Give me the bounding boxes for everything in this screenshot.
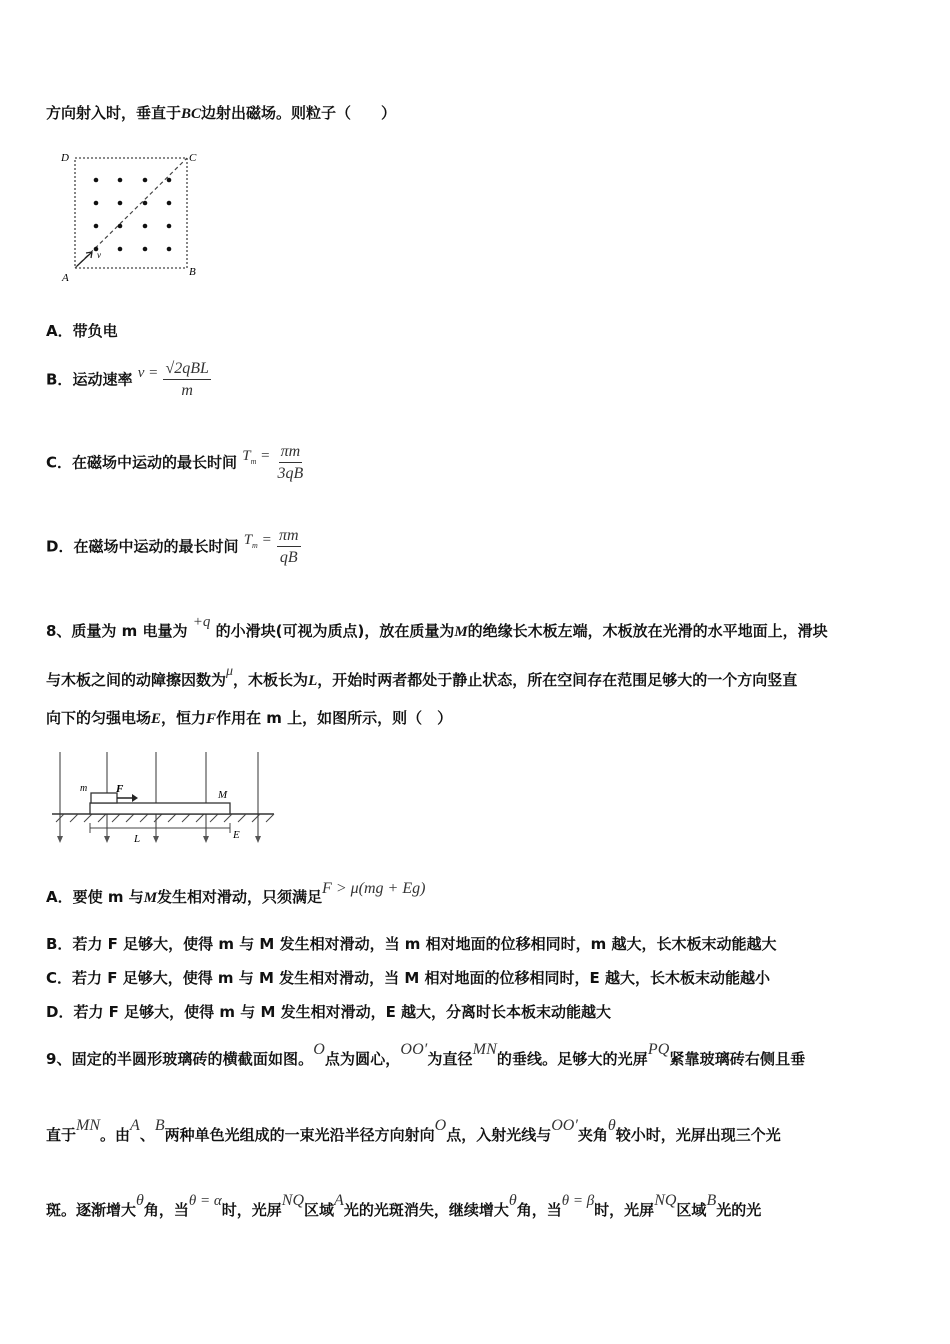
q9-symbol-nq: NQ [281,1192,305,1209]
q9-symbol-pq: PQ [647,1041,670,1058]
q8-text: ，木板长为 [233,671,309,689]
q9-symbol-theta: θ [508,1192,517,1209]
formula-lhs [242,448,270,464]
label-b: B [189,266,196,278]
q8-text: 向下的匀强电场 [46,709,152,727]
formula-lhs: v = [137,364,159,381]
fraction-denominator: qB [279,549,298,566]
q8-text: 的绝缘长木板左端，木板放在光滑的水平地面上，滑块 [467,622,828,640]
velocity-arrow [77,252,92,266]
label-e: E [233,829,240,841]
q8-option-c [46,967,770,988]
q7-option-c [46,443,305,483]
option-text: 运动速率 [72,370,133,389]
q9-symbol-mn: MN [76,1117,101,1134]
q9-text: 夹角 [577,1126,608,1144]
q9-text: 点，入射光线与 [446,1126,552,1144]
q8-stem-line-3 [46,707,452,728]
q8-charge: +q [192,614,211,630]
q9-text: 9、固定的半圆形玻璃砖的横截面如图。 [46,1050,314,1068]
formula-fraction [163,360,210,400]
q9-symbol-theta-alpha: θ = α [188,1193,222,1209]
q7-option-d [46,527,301,567]
option-text: 在磁场中运动的最长时间 [73,537,239,556]
q9-stem-line-3 [46,1192,762,1220]
q9-symbol-theta: θ [136,1192,144,1209]
q8-length-l: L [308,673,318,689]
q9-stem-line-1 [46,1041,806,1069]
q9-symbol-o: O [434,1117,447,1134]
q8-mass-m: M [454,624,468,640]
q8-field-e: E [151,711,162,727]
q9-symbol-oo: OO′ [551,1117,578,1134]
equals-sign: = [261,531,272,548]
option-letter: C． [46,453,73,472]
q9-text: 。由 [100,1126,131,1144]
equals-sign: = [260,447,271,464]
option-text: 要使 m 与 [72,888,144,906]
option-letter: B． [46,370,73,389]
q8-force-f: F [206,711,217,727]
q8-stem-line-1 [46,614,828,641]
label-m-board: M [218,789,228,801]
q9-text: 紧靠玻璃砖右侧且垂 [669,1050,806,1068]
q8-option-b [46,933,777,954]
q7-stem-text-b: 边射出磁场。则粒子（ ） [201,104,397,122]
fraction-numerator: πm [277,527,301,547]
fraction-denominator: 3qB [277,465,304,482]
q9-text: 时，光屏 [594,1201,655,1219]
q8-option-d [46,1001,611,1022]
q9-text: 角，当 [516,1201,562,1219]
option-letter: D． [46,1003,74,1021]
option-text: 若力 F 足够大，使得 m 与 M 发生相对滑动，当 M 相对地面的位移相同时，E 越大，长木板末动能越小 [72,969,770,987]
fraction-numerator: √2qBL [163,360,210,380]
q9-text: 角，当 [143,1201,189,1219]
q9-symbol-a: A [130,1117,140,1134]
formula-lhs [244,532,272,548]
q9-text: 为直径 [427,1050,473,1068]
q9-symbol-b: B [154,1117,165,1134]
option-letter: D． [46,537,74,556]
q9-text: 光的光斑消失，继续增大 [343,1201,509,1219]
q8-text: 与木板之间的动障擦因数为 [46,671,227,689]
long-board [90,803,230,814]
subscript-m: m [252,540,258,550]
q7-option-a [46,320,118,341]
q9-text: 区域 [676,1201,707,1219]
force-arrowhead [132,794,138,802]
field-arrowheads [57,836,261,843]
option-formula: F > μ(mg + Eg) [322,880,426,897]
label-a: A [62,272,69,284]
q8-text: ，恒力 [161,709,207,727]
q9-symbol-o: O [313,1041,325,1058]
q7-stem-line [46,102,396,123]
option-text: 若力 F 足够大，使得 m 与 M 发生相对滑动，E 越大，分离时长本板末动能越大 [73,1003,612,1021]
q9-text: 直于 [46,1126,77,1144]
q8-stem-line-2 [46,664,798,690]
label-v: v [97,250,101,260]
formula-fraction [276,443,306,483]
q9-symbol-oo: OO′ [400,1041,428,1058]
field-dots [94,178,172,252]
subscript-m: m [250,456,257,466]
q8-mu: μ [226,664,234,679]
q7-stem-text-a: 方向射入时，垂直于 [46,104,182,122]
q9-symbol-mn: MN [472,1041,497,1058]
option-letter: A． [46,888,73,906]
q9-symbol-theta: θ [607,1117,616,1134]
q9-text: 点为圆心， [324,1050,401,1068]
label-l: L [134,833,141,845]
q9-stem-line-2 [46,1117,781,1145]
label-m-small: m [80,783,88,794]
option-text: 在磁场中运动的最长时间 [72,453,238,472]
q9-symbol-nq: NQ [654,1192,677,1209]
q7-option-b [46,360,211,400]
q9-symbol-b: B [706,1192,717,1209]
symbol-t: T [242,447,251,464]
q8-text: 作用在 m 上，如图所示，则（ ） [216,709,453,727]
option-text: 若力 F 足够大，使得 m 与 M 发生相对滑动，当 m 相对地面的位移相同时，m 越大，长木板末动能越大 [72,935,777,953]
q9-text: 、 [139,1126,155,1144]
symbol-t: T [243,531,253,548]
fraction-numerator: πm [279,443,303,463]
q9-text: 较小时，光屏出现三个光 [615,1126,781,1144]
q9-text: 时，光屏 [221,1201,282,1219]
small-block [91,793,117,803]
label-c: C [189,152,197,164]
label-f: F [116,783,124,795]
q9-text: 两种单色光组成的一束光沿半径方向射向 [164,1126,435,1144]
option-text: 发生相对滑动，只须满足 [157,888,323,906]
option-letter: B． [46,935,73,953]
q9-text: 的垂线。足够大的光屏 [496,1050,648,1068]
formula-fraction [277,527,301,567]
fraction-denominator: m [181,382,193,399]
option-letter: A． [46,322,73,340]
q9-symbol-a: A [334,1192,344,1209]
q9-text: 斑。逐渐增大 [46,1201,137,1219]
q7-field-figure [58,148,208,284]
q9-symbol-theta-beta: θ = β [561,1193,595,1209]
q9-text: 光的光 [716,1201,762,1219]
option-mass-m: M [143,890,158,906]
q8-option-a [46,880,426,907]
q8-text: ，开始时两者都处于静止状态，所在空间存在范围足够大的一个方向竖直 [317,671,798,689]
q8-text: 8、质量为 m 电量为 [46,622,188,640]
q8-text: 的小滑块(可视为质点)，放在质量为 [215,622,455,640]
ground-hatching [56,814,274,822]
option-letter: C． [46,969,73,987]
q7-stem-bc: BC [181,106,202,122]
q8-board-figure [50,748,280,848]
option-text: 带负电 [72,322,118,340]
label-d: D [61,152,69,164]
q9-text: 区域 [304,1201,335,1219]
